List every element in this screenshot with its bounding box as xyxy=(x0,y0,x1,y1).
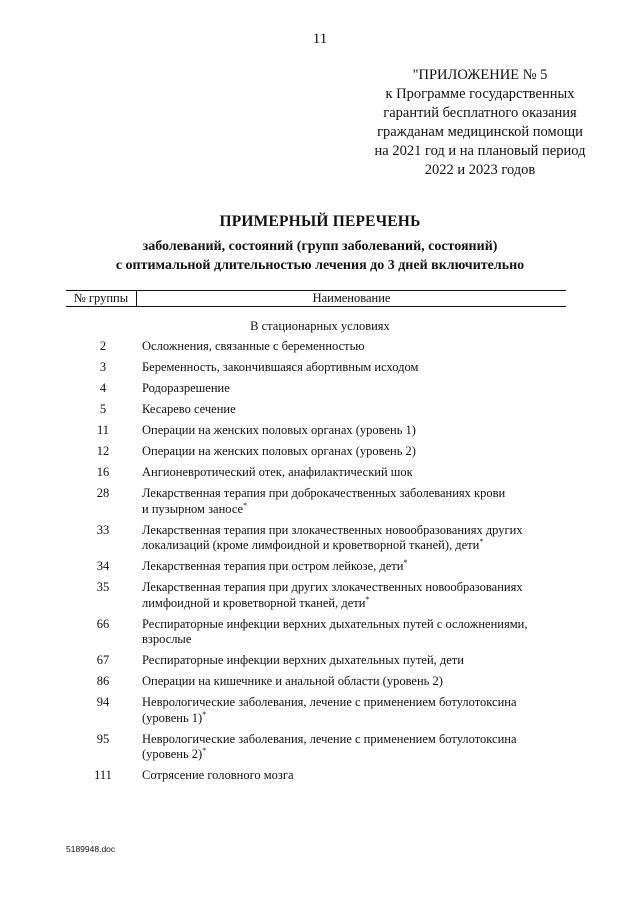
group-number-cell: 2 xyxy=(99,339,107,353)
table-row xyxy=(66,465,566,481)
table-header xyxy=(66,290,566,307)
section-title: В стационарных условиях xyxy=(250,319,390,333)
group-name-line xyxy=(142,559,566,575)
group-number-cell: 35 xyxy=(96,580,110,594)
group-number-cell: 34 xyxy=(96,559,110,573)
header-name: Наименование xyxy=(312,291,391,305)
group-name-line xyxy=(142,486,566,502)
table-row xyxy=(66,444,566,460)
group-name-text: Ангионевротический отек, анафилактический шок xyxy=(142,465,413,479)
footnote-mark: * xyxy=(243,500,248,510)
table-body xyxy=(66,339,566,789)
group-name-line xyxy=(142,596,566,612)
group-name-line xyxy=(142,502,566,518)
table-row xyxy=(66,381,566,397)
group-name-text: и пузырном заносе xyxy=(142,501,244,516)
group-name-cell xyxy=(142,653,566,669)
appendix-line: гражданам медицинской помощи xyxy=(377,124,583,140)
group-name-cell xyxy=(142,339,566,355)
group-number-cell: 111 xyxy=(94,768,112,782)
group-number-cell: 3 xyxy=(99,360,107,374)
group-name-text: Кесарево сечение xyxy=(142,402,236,416)
group-name-cell xyxy=(142,523,566,554)
subtitle-line: с оптимальной длительностью лечения до 3 дней включительно xyxy=(115,258,525,273)
table-row xyxy=(66,402,566,418)
document-subtitle xyxy=(0,237,640,275)
group-name-text: Лекарственная терапия при злокачественных новообразованиях других xyxy=(142,522,523,537)
group-name-line xyxy=(142,674,566,690)
group-name-line xyxy=(142,580,566,596)
table-row xyxy=(66,580,566,611)
group-number-cell: 4 xyxy=(99,381,107,395)
group-name-text: локализаций (кроме лимфоидной и кроветворной тканей), дети xyxy=(142,538,480,552)
table-row xyxy=(66,559,566,575)
group-name-line xyxy=(142,523,566,539)
footnote-mark: * xyxy=(365,594,370,604)
group-name-cell xyxy=(142,674,566,690)
group-name-text: Лекарственная терапия при доброкачественных заболеваниях крови xyxy=(142,486,506,500)
group-name-line xyxy=(142,381,566,397)
group-name-line xyxy=(142,465,566,481)
appendix-line: гарантий бесплатного оказания xyxy=(383,105,577,121)
group-name-text: Неврологические заболевания, лечение с применением ботулотоксина xyxy=(142,695,517,709)
group-name-cell xyxy=(142,444,566,460)
appendix-line: на 2021 год и на плановый период xyxy=(374,143,586,159)
group-name-line xyxy=(142,711,566,727)
page-number: 11 xyxy=(312,31,328,47)
footnote-mark: * xyxy=(202,709,207,719)
group-name-text: взрослые xyxy=(142,632,192,646)
group-name-cell xyxy=(142,465,566,481)
group-name-cell xyxy=(142,580,566,611)
group-name-text: (уровень 2) xyxy=(142,747,203,761)
group-name-cell xyxy=(142,559,566,575)
footnote-mark: * xyxy=(479,536,484,546)
group-name-cell xyxy=(142,732,566,763)
group-number-cell: 94 xyxy=(96,695,110,709)
group-name-line xyxy=(142,695,566,711)
group-name-text: Респираторные инфекции верхних дыхательных путей, дети xyxy=(142,653,464,667)
group-number-cell: 5 xyxy=(99,402,107,416)
group-name-text: Операции на кишечнике и анальной области (уровень 2) xyxy=(142,674,443,688)
group-name-line xyxy=(142,402,566,418)
appendix-line: к Программе государственных xyxy=(385,86,575,102)
group-number-cell: 12 xyxy=(96,444,110,458)
group-name-text: Беременность, закончившаяся абортивным исходом xyxy=(142,360,419,374)
group-name-cell xyxy=(142,768,566,784)
footnote-mark: * xyxy=(403,557,408,567)
subtitle-line: заболеваний, состояний (групп заболеваний, состояний) xyxy=(142,239,498,254)
table-row xyxy=(66,768,566,784)
group-name-line xyxy=(142,617,566,633)
appendix-line: "ПРИЛОЖЕНИЕ № 5 xyxy=(412,67,548,83)
group-name-text: Операции на женских половых органах (уровень 2) xyxy=(142,444,416,458)
appendix-line: 2022 и 2023 годов xyxy=(424,162,536,178)
group-name-cell xyxy=(142,423,566,439)
group-name-text: Сотрясение головного мозга xyxy=(142,768,294,782)
table-row xyxy=(66,674,566,690)
group-name-text: Респираторные инфекции верхних дыхательных путей с осложнениями, xyxy=(142,616,528,631)
table-row xyxy=(66,617,566,648)
group-name-cell xyxy=(142,402,566,418)
group-name-cell xyxy=(142,617,566,648)
group-name-line xyxy=(142,360,566,376)
group-number-cell: 16 xyxy=(96,465,110,479)
document-title: ПРИМЕРНЫЙ ПЕРЕЧЕНЬ xyxy=(219,213,421,230)
group-name-text: лимфоидной и кроветворной тканей, дети xyxy=(142,595,366,610)
group-name-text: Неврологические заболевания, лечение с применением ботулотоксина xyxy=(142,731,517,746)
table-row xyxy=(66,523,566,554)
group-name-line xyxy=(142,653,566,669)
group-name-text: (уровень 1) xyxy=(142,710,203,725)
group-name-line xyxy=(142,732,566,748)
table-row xyxy=(66,695,566,726)
footnote-mark: * xyxy=(202,745,207,755)
group-name-line xyxy=(142,632,566,648)
group-name-text: Лекарственная терапия при остром лейкозе, дети xyxy=(142,559,404,573)
table-row xyxy=(66,360,566,376)
group-name-line xyxy=(142,538,566,554)
group-number-cell: 67 xyxy=(96,653,110,667)
group-name-cell xyxy=(142,381,566,397)
group-number-cell: 28 xyxy=(96,486,110,500)
group-name-cell xyxy=(142,360,566,376)
group-name-cell xyxy=(142,695,566,726)
table-row xyxy=(66,732,566,763)
group-number-cell: 66 xyxy=(96,616,110,631)
group-name-line xyxy=(142,339,566,355)
header-group-number: № группы xyxy=(66,291,137,306)
group-number-cell: 33 xyxy=(96,522,110,537)
group-name-line xyxy=(142,444,566,460)
table-row xyxy=(66,486,566,517)
group-name-cell xyxy=(142,486,566,517)
group-name-line xyxy=(142,423,566,439)
group-name-line xyxy=(142,768,566,784)
group-name-text: Операции на женских половых органах (уровень 1) xyxy=(142,423,416,437)
group-name-line xyxy=(142,747,566,763)
table-row xyxy=(66,339,566,355)
group-name-text: Осложнения, связанные с беременностью xyxy=(142,339,365,353)
group-name-text: Лекарственная терапия при других злокачественных новообразованиях xyxy=(142,580,523,594)
appendix-header xyxy=(320,66,640,180)
group-number-cell: 11 xyxy=(96,423,110,437)
table-row xyxy=(66,423,566,439)
table-row xyxy=(66,653,566,669)
document-code: 5189948.doc xyxy=(66,844,116,854)
group-number-cell: 86 xyxy=(96,674,110,688)
group-number-cell: 95 xyxy=(96,731,110,746)
group-name-text: Родоразрешение xyxy=(142,381,230,395)
